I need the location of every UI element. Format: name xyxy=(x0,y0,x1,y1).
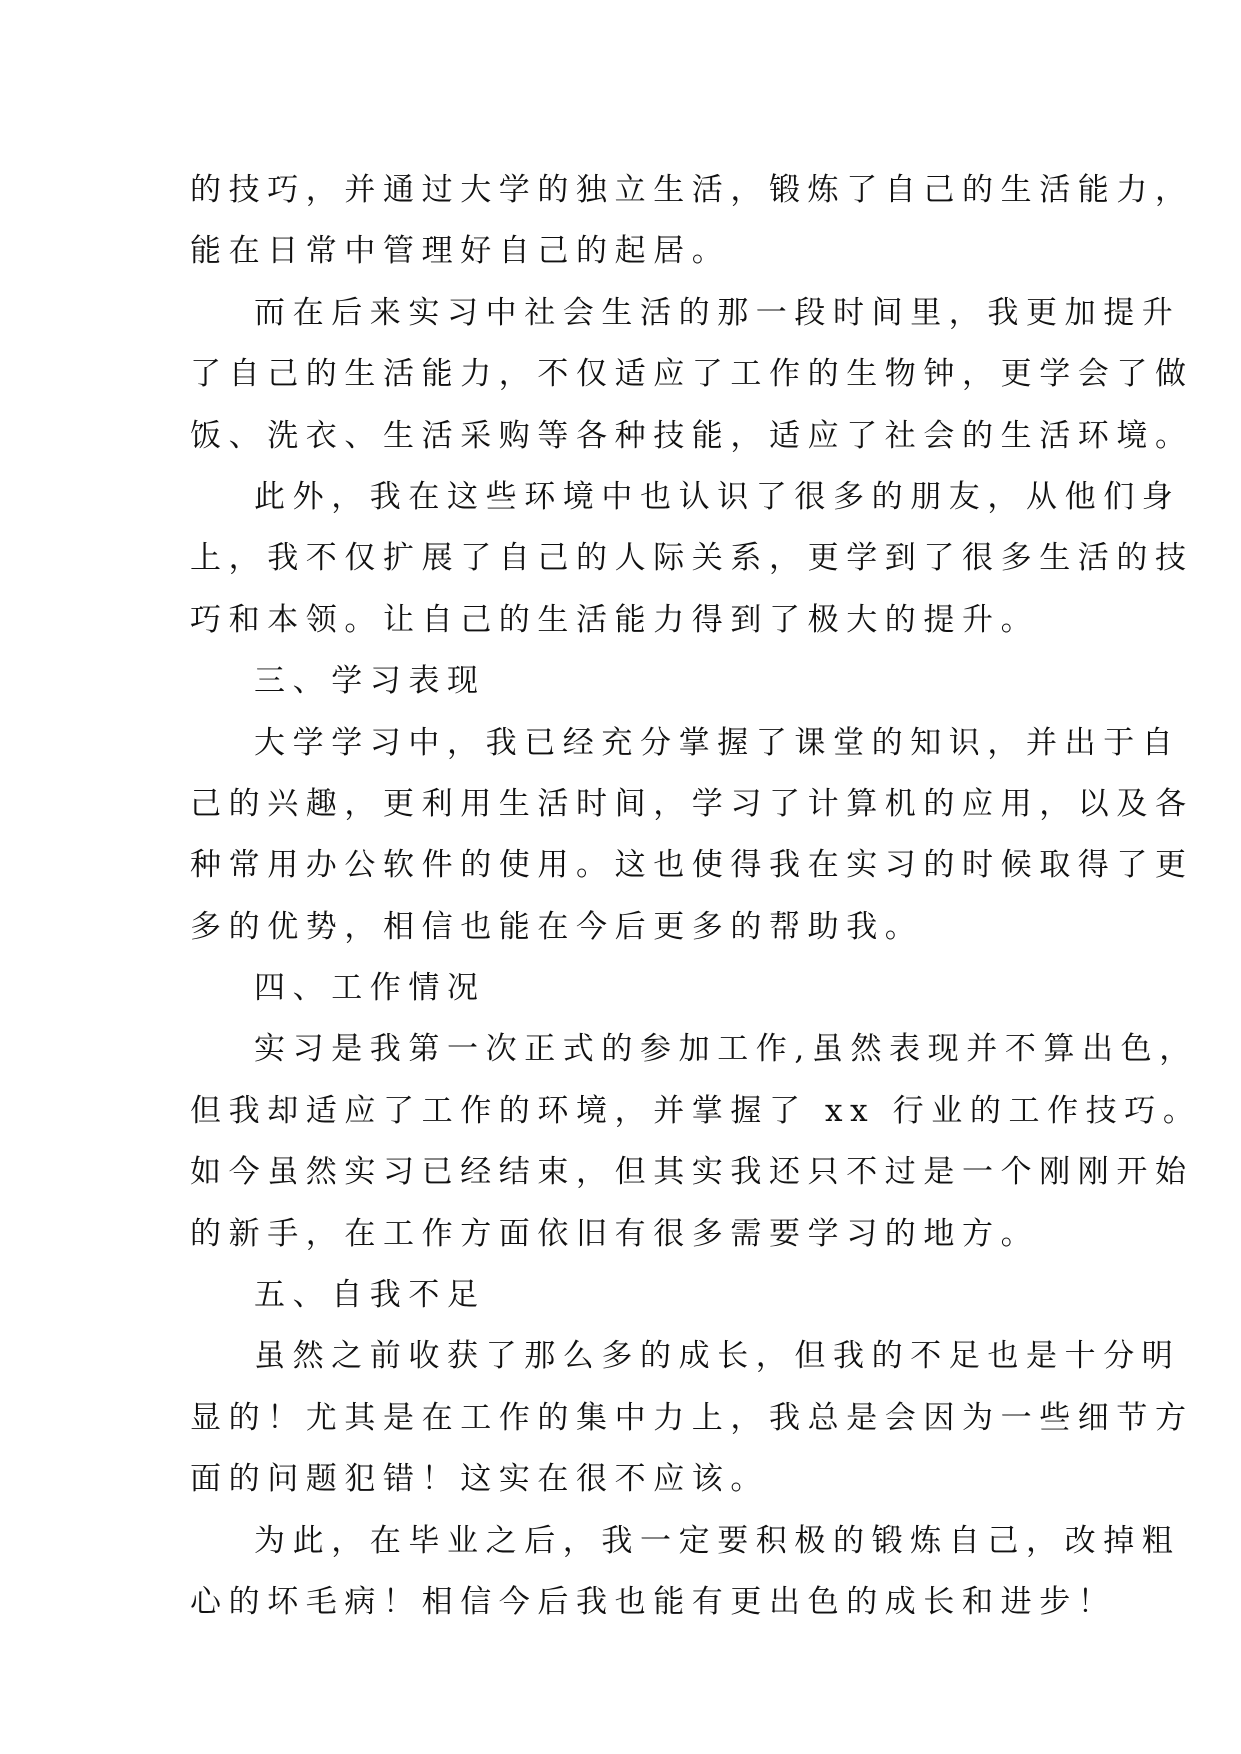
text-line: 种常用办公软件的使用。这也使得我在实习的时候取得了更 xyxy=(190,847,1194,884)
text-line: 如今虽然实习已经结束，但其实我还只不过是一个刚刚开始 xyxy=(190,1154,1194,1191)
text-line: 此外，我在这些环境中也认识了很多的朋友，从他们身 xyxy=(254,478,1181,515)
text-line: 上，我不仅扩展了自己的人际关系，更学到了很多生活的技 xyxy=(190,540,1194,577)
text-line: 而在后来实习中社会生活的那一段时间里，我更加提升 xyxy=(254,294,1181,331)
text-line: 虽然之前收获了那么多的成长，但我的不足也是十分明 xyxy=(254,1338,1181,1375)
text-line: 大学学习中，我已经充分掌握了课堂的知识，并出于自 xyxy=(254,724,1181,761)
text-line: 三、学习表现 xyxy=(254,663,486,700)
text-line: 多的优势，相信也能在今后更多的帮助我。 xyxy=(190,908,924,945)
text-line: 面的问题犯错！这实在很不应该。 xyxy=(190,1461,769,1498)
text-line: 四、工作情况 xyxy=(254,970,486,1007)
text-line: 但我却适应了工作的环境，并掌握了 xx 行业的工作技巧。 xyxy=(190,1092,1202,1129)
text-line: 的新手，在工作方面依旧有很多需要学习的地方。 xyxy=(190,1215,1040,1252)
text-line: 了自己的生活能力，不仅适应了工作的生物钟，更学会了做 xyxy=(190,356,1194,393)
text-line: 心的坏毛病！相信今后我也能有更出色的成长和进步！ xyxy=(190,1583,1117,1620)
text-line: 为此，在毕业之后，我一定要积极的锻炼自己，改掉粗 xyxy=(254,1522,1181,1559)
document-body xyxy=(190,160,1202,1633)
text-line: 的技巧，并通过大学的独立生活，锻炼了自己的生活能力， xyxy=(190,172,1194,208)
text-line: 己的兴趣，更利用生活时间，学习了计算机的应用，以及各 xyxy=(190,785,1194,822)
text-line: 饭、洗衣、生活采购等各种技能，适应了社会的生活环境。 xyxy=(190,417,1194,454)
text-line: 显的！尤其是在工作的集中力上，我总是会因为一些细节方 xyxy=(190,1399,1194,1436)
text-line: 巧和本领。让自己的生活能力得到了极大的提升。 xyxy=(190,601,1040,638)
text-line: 能在日常中管理好自己的起居。 xyxy=(190,233,731,270)
text-line: 五、自我不足 xyxy=(254,1277,486,1314)
text-line: 实习是我第一次正式的参加工作,虽然表现并不算出色， xyxy=(254,1031,1198,1068)
